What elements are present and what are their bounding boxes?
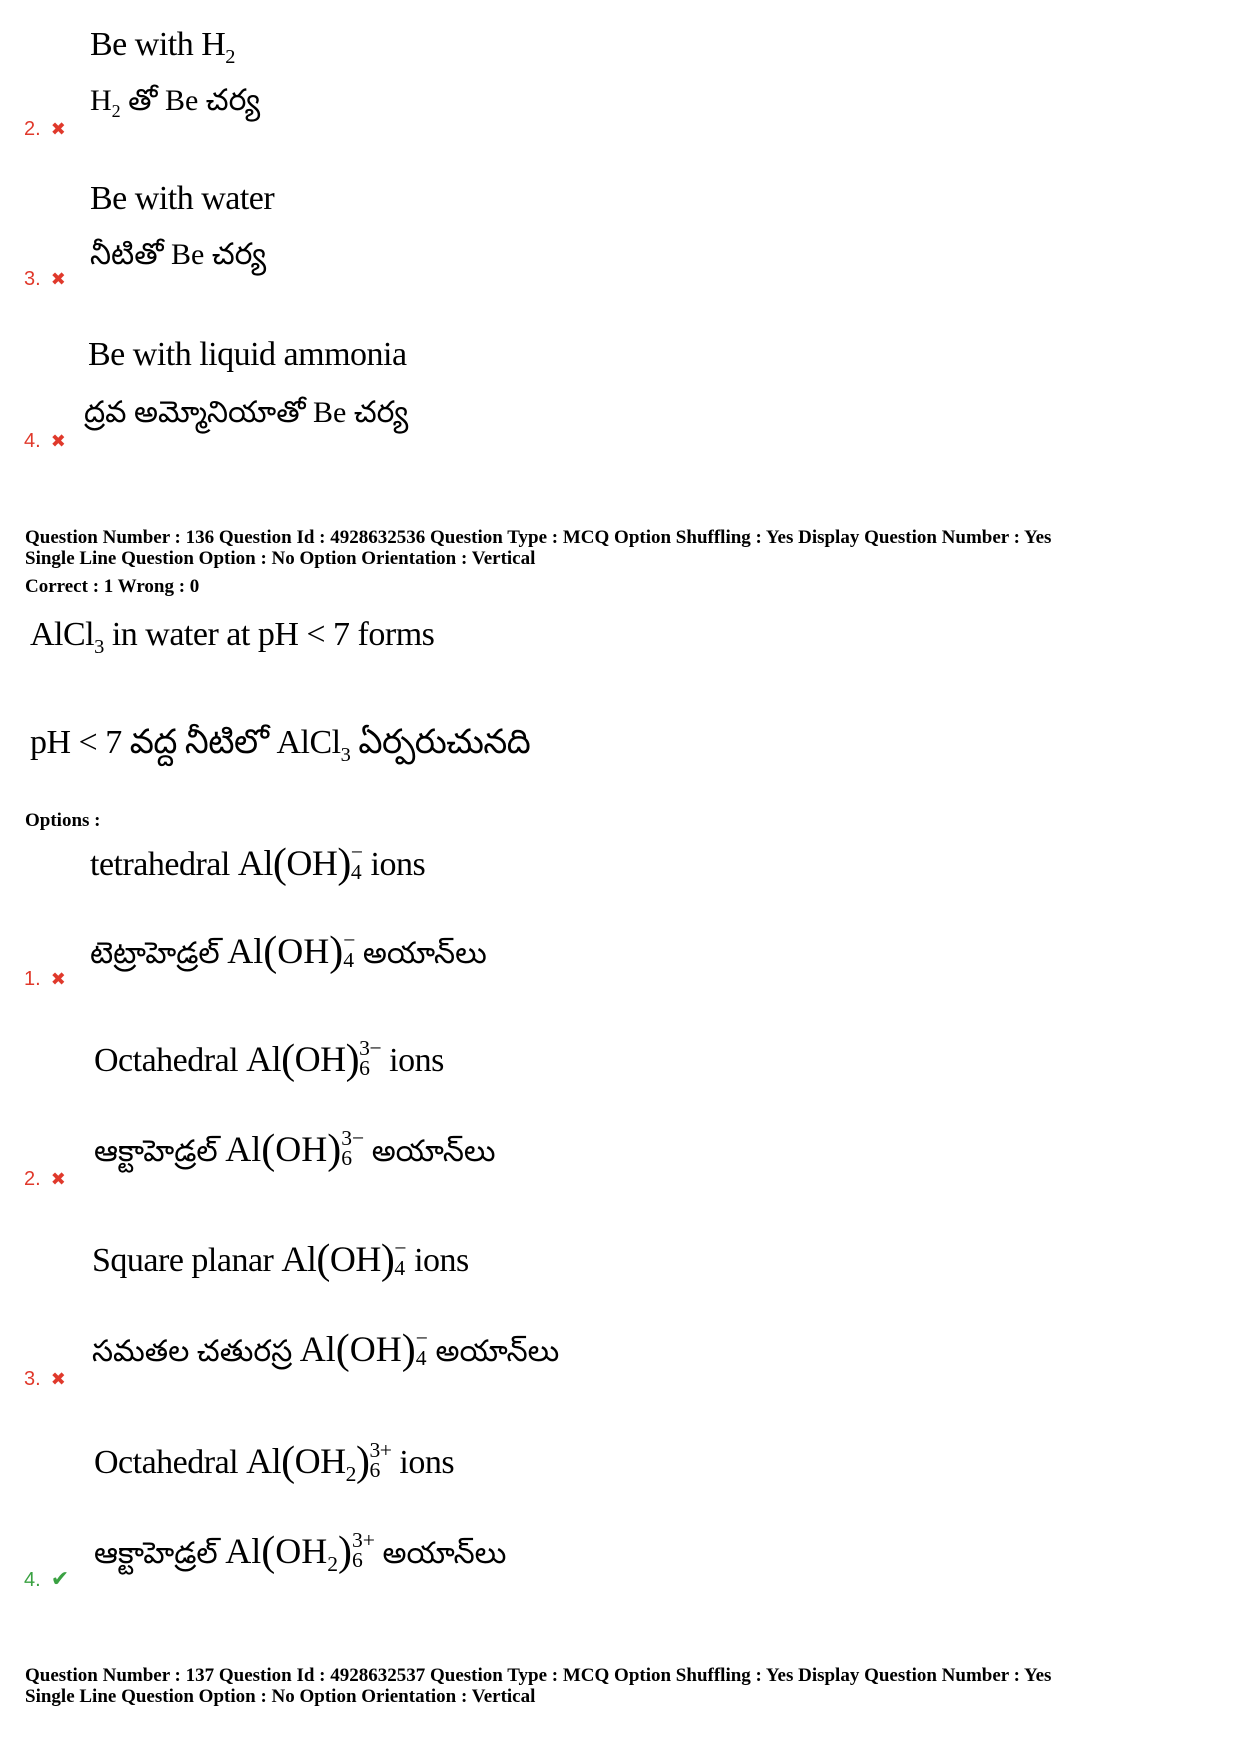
q136-option-1-number: 1. ✖ — [24, 968, 66, 990]
wrong-icon: ✖ — [50, 431, 66, 451]
q136-marks: Correct : 1 Wrong : 0 — [25, 576, 200, 597]
q136-option-4-en: Octahedral $Al(OH_2)$ 3+ 6 ions — [94, 1438, 455, 1487]
wrong-icon: ✖ — [50, 119, 66, 139]
prev-option-3-en: Be with water — [90, 180, 275, 217]
q136-option-3-number: 3. ✖ — [24, 1368, 66, 1390]
q136-option-3-te: సమతల చతురస్ర Al(OH) − 4 అయాన్‌లు — [92, 1326, 560, 1373]
prev-option-3-number: 3. ✖ — [24, 268, 66, 290]
q136-option-1-te: టెట్రాహెడ్రల్ Al(OH) − 4 అయాన్‌లు — [90, 928, 487, 975]
q136-question-te: pH < 7 వద్ద నీటిలో AlCl$_3$ ఏర్పరుచునది — [30, 724, 531, 766]
wrong-icon: ✖ — [50, 1169, 66, 1189]
prev-option-4-te: ద్రవ అమ్మోనియాతో Be చర్య — [84, 396, 409, 429]
q136-option-4-te: ఆక్టాహెడ్రల్ $Al(OH_2)$ 3+ 6 అయాన్‌లు — [94, 1528, 507, 1577]
q136-option-3-en: Square planar Al(OH) − 4 ions — [92, 1236, 469, 1283]
prev-option-2-en: Be with $H_2$ — [90, 26, 235, 68]
q136-option-2-number: 2. ✖ — [24, 1168, 66, 1190]
prev-option-2-te: $H_2$ తో Be చర్య — [90, 84, 261, 121]
prev-option-4-number: 4. ✖ — [24, 430, 66, 452]
options-label: Options : — [25, 810, 101, 831]
prev-option-2-number: 2. ✖ — [24, 118, 66, 140]
q136-option-4-number: 4. ✔ — [24, 1566, 70, 1591]
wrong-icon: ✖ — [50, 269, 66, 289]
prev-option-4-en: Be with liquid ammonia — [88, 336, 407, 373]
q136-question-en: AlCl$_3$ in water at pH < 7 forms — [30, 616, 435, 658]
wrong-icon: ✖ — [50, 1369, 66, 1389]
q137-meta: Question Number : 137 Question Id : 4928632537 Question Type : MCQ Option Shuffling : Yes Display Question Number : Yes Single Line Question Option : No Option Orientation : Vertical — [25, 1665, 1052, 1707]
wrong-icon: ✖ — [50, 969, 66, 989]
q136-option-2-en: Octahedral Al(OH) 3− 6 ions — [94, 1036, 444, 1083]
prev-option-3-te: నీటితో Be చర్య — [90, 238, 267, 271]
q136-meta: Question Number : 136 Question Id : 4928632536 Question Type : MCQ Option Shuffling : Yes Display Question Number : Yes Single Line Question Option : No Option Orientation : Vertical — [25, 527, 1052, 569]
q136-option-1-en: tetrahedral Al(OH) − 4 ions — [90, 840, 426, 887]
q136-option-2-te: ఆక్టాహెడ్రల్ Al(OH) 3− 6 అయాన్‌లు — [94, 1126, 496, 1173]
check-icon: ✔ — [50, 1566, 70, 1591]
